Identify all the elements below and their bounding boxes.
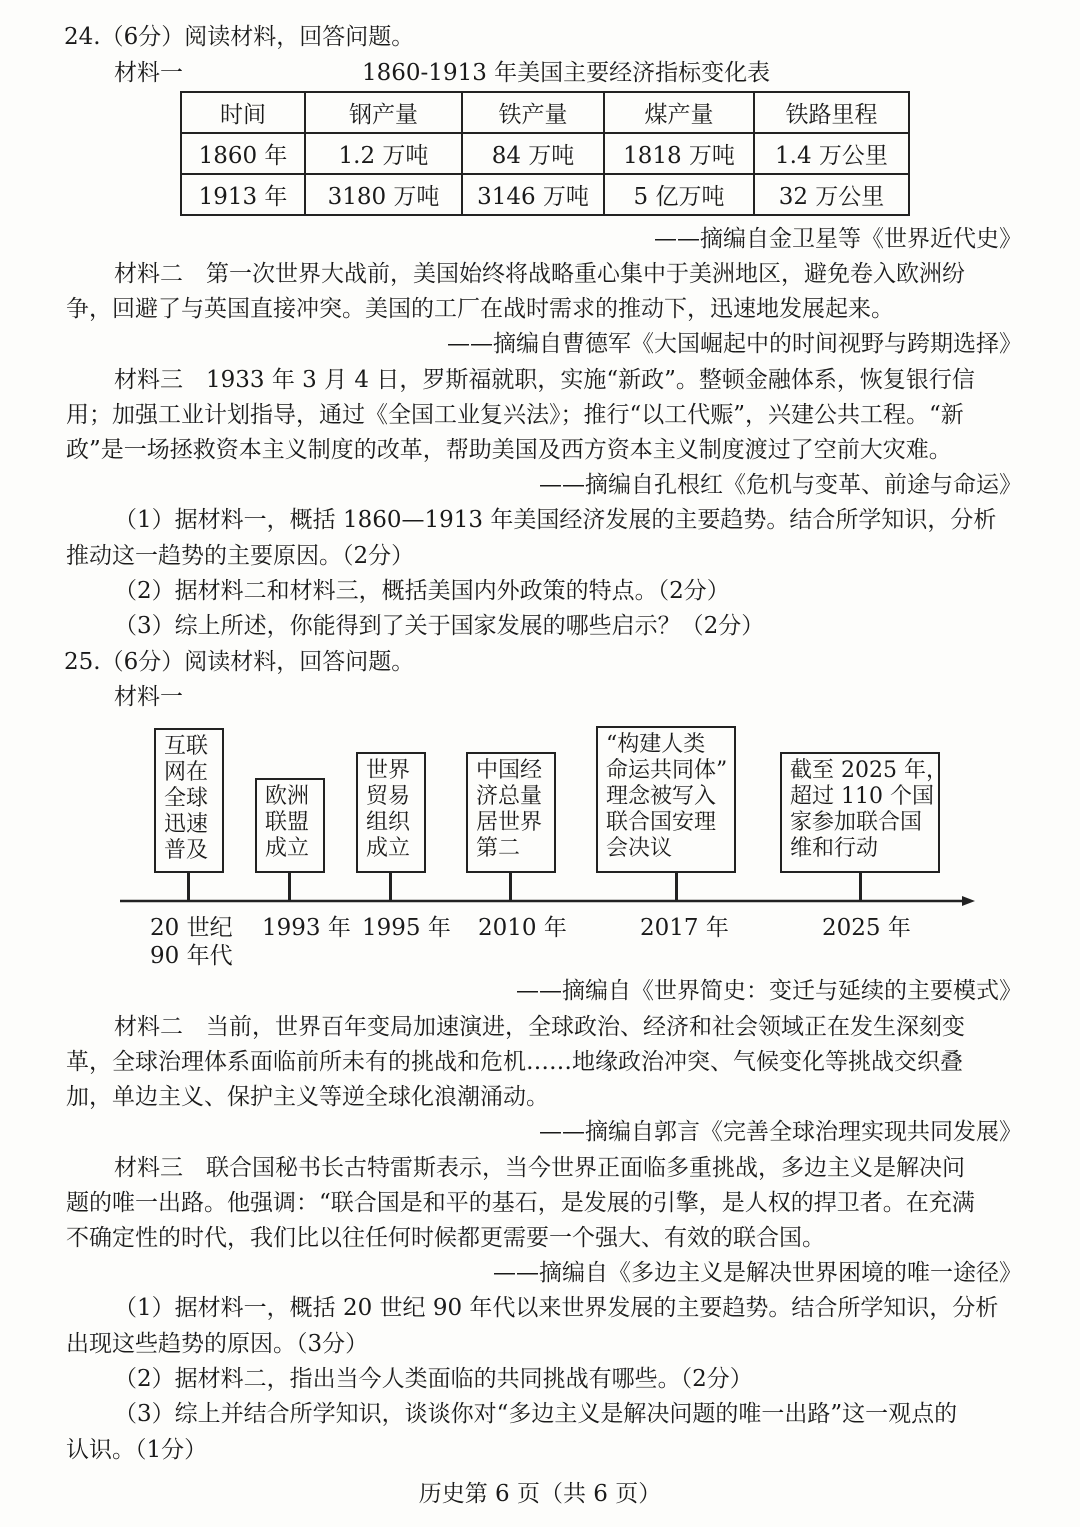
timeline-tick: [389, 873, 392, 901]
timeline-event-box: 中国经 济总量 居世界 第二: [466, 752, 556, 873]
q25-material2-source: ——摘编自郭言《完善全球治理实现共同发展》: [539, 1119, 1022, 1145]
table-cell: 32 万公里: [754, 174, 909, 215]
table-cell: 1.4 万公里: [754, 133, 909, 174]
q25-question2: （2）据材料二，指出当今人类面临的共同挑战有哪些。（2分）: [114, 1366, 753, 1392]
q24-material2-source: ——摘编自曹德军《大国崛起中的时间视野与跨期选择》: [447, 331, 1022, 357]
timeline-year: 2017 年: [640, 915, 729, 941]
q24-material2-text: 材料二 第一次世界大战前，美国始终将战略重心集中于美洲地区，避免卷入欧洲纷: [114, 261, 965, 287]
table-header-cell: 钢产量: [305, 92, 462, 133]
timeline-event-box: “构建人类 命运共同体” 理念被写入 联合国安理 会决议: [596, 726, 736, 873]
q24-question3: （3）综上所述，你能得到了关于国家发展的哪些启示？（2分）: [114, 613, 765, 639]
table-cell: 1.2 万吨: [305, 133, 462, 174]
timeline-tick: [675, 873, 678, 901]
q25-material1-source: ——摘编自《世界简史：变迁与延续的主要模式》: [516, 978, 1022, 1004]
q25-material2-text: 材料二 当前，世界百年变局加速演进，全球政治、经济和社会领域正在发生深刻变: [114, 1014, 965, 1040]
table-cell: 3180 万吨: [305, 174, 462, 215]
table-header-cell: 铁路里程: [754, 92, 909, 133]
q24-table-title: 1860-1913 年美国主要经济指标变化表: [362, 60, 771, 86]
q24-material3-text: 材料三 1933 年 3 月 4 日，罗斯福就职，实施“新政”。整顿金融体系，恢复银行信: [114, 367, 975, 393]
q25-question3: 认识。（1分）: [66, 1437, 208, 1463]
table-header-cell: 煤产量: [604, 92, 754, 133]
timeline-event-box: 互联 网在 全球 迅速 普及: [154, 728, 224, 873]
timeline-event-box: 截至 2025 年， 超过 110 个国 家参加联合国 维和行动: [780, 752, 940, 873]
table-cell: 84 万吨: [462, 133, 604, 174]
q24-question1: （1）据材料一，概括 1860—1913 年美国经济发展的主要趋势。结合所学知识，分析: [114, 507, 997, 533]
q25-question3: （3）综上并结合所学知识，谈谈你对“多边主义是解决问题的唯一出路”这一观点的: [114, 1401, 958, 1427]
q25-question1: （1）据材料一，概括 20 世纪 90 年代以来世界发展的主要趋势。结合所学知识，分析: [114, 1295, 999, 1321]
q24-question2: （2）据材料二和材料三，概括美国内外政策的特点。（2分）: [114, 578, 730, 604]
timeline-event-box: 欧洲 联盟 成立: [255, 778, 325, 873]
q24-title: 24.（6分）阅读材料，回答问题。: [64, 24, 415, 50]
timeline-year: 2025 年: [822, 915, 911, 941]
page-footer: 历史第 6 页（共 6 页）: [418, 1481, 662, 1507]
timeline-tick: [859, 873, 862, 901]
timeline-year: 20 世纪 90 年代: [150, 915, 233, 969]
timeline-tick: [187, 873, 190, 901]
q24-material2-text: 争，回避了与英国直接冲突。美国的工厂在战时需求的推动下，迅速地发展起来。: [66, 296, 894, 322]
table-header-cell: 时间: [181, 92, 305, 133]
timeline-year: 2010 年: [478, 915, 567, 941]
q25-material2-text: 加，单边主义、保护主义等逆全球化浪潮涌动。: [66, 1084, 549, 1110]
timeline-year: 1993 年: [262, 915, 351, 941]
q24-question1: 推动这一趋势的主要原因。（2分）: [66, 543, 415, 569]
q25-material2-text: 革，全球治理体系面临前所未有的挑战和危机……地缘政治冲突、气候变化等挑战交织叠: [66, 1049, 963, 1075]
q25-question1: 出现这些趋势的原因。（3分）: [66, 1331, 369, 1357]
timeline-tick: [509, 873, 512, 901]
q24-material3-source: ——摘编自孔根红《危机与变革、前途与命运》: [539, 472, 1022, 498]
q25-material3-text: 材料三 联合国秘书长古特雷斯表示，当今世界正面临多重挑战，多边主义是解决问: [114, 1155, 965, 1181]
q25-material3-text: 题的唯一出路。他强调：“联合国是和平的基石，是发展的引擎，是人权的捍卫者。在充满: [66, 1190, 975, 1216]
timeline-event-box: 世界 贸易 组织 成立: [356, 752, 426, 873]
q24-material3-text: 政”是一场拯救资本主义制度的改革，帮助美国及西方资本主义制度渡过了空前大灾难。: [66, 437, 952, 463]
q25-title: 25.（6分）阅读材料，回答问题。: [64, 649, 415, 675]
q25-material3-text: 不确定性的时代，我们比以往任何时候都更需要一个强大、有效的联合国。: [66, 1225, 825, 1251]
table-cell: 1860 年: [181, 133, 305, 174]
q24-material1-label: 材料一: [114, 60, 183, 86]
q24-material1-source: ——摘编自金卫星等《世界近代史》: [654, 226, 1022, 252]
table-cell: 5 亿万吨: [604, 174, 754, 215]
q25-material3-source: ——摘编自《多边主义是解决世界困境的唯一途径》: [493, 1260, 1022, 1286]
table-cell: 1818 万吨: [604, 133, 754, 174]
q24-material3-text: 用；加强工业计划指导，通过《全国工业复兴法》；推行“以工代赈”，兴建公共工程。“新: [66, 402, 964, 428]
table-header-cell: 铁产量: [462, 92, 604, 133]
q25-material1-label: 材料一: [114, 684, 183, 710]
timeline-tick: [288, 873, 291, 901]
table-cell: 1913 年: [181, 174, 305, 215]
timeline-year: 1995 年: [362, 915, 451, 941]
table-cell: 3146 万吨: [462, 174, 604, 215]
